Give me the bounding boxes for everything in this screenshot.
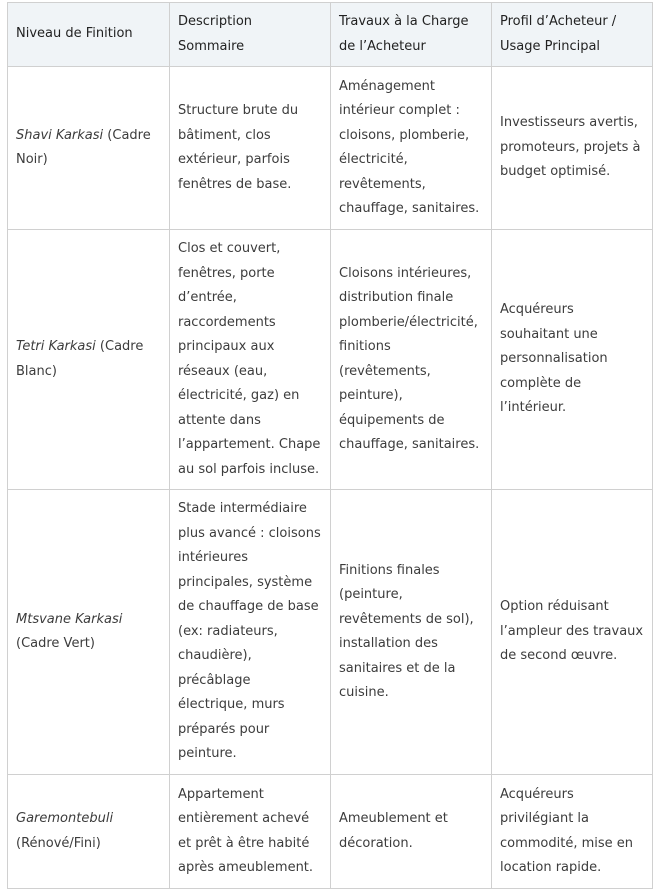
cell-level (8, 490, 170, 775)
cell-description: Appartement entièrement achevé et prêt à être habité après ameublement. (170, 775, 331, 889)
level-suffix: (Cadre Vert) (16, 636, 95, 651)
header-row (8, 3, 653, 67)
level-name: Garemontebuli (16, 811, 114, 826)
cell-description: Clos et couvert, fenêtres, porte d’entrée, raccordements principaux aux réseaux (eau, électricité, gaz) en attente dans l’appartement. Chape au sol parfois incluse. (170, 230, 331, 490)
header-buyer-profile: Profil d’Acheteur / Usage Principal (492, 3, 653, 67)
level-name: Tetri Karkasi (16, 339, 96, 354)
table-body (8, 67, 653, 889)
level-suffix: (Cadre Blanc) (16, 339, 144, 379)
cell-buyer-profile: Investisseurs avertis, promoteurs, projets à budget optimisé. (492, 67, 653, 230)
cell-level (8, 230, 170, 490)
table-row (8, 230, 653, 490)
cell-description: Stade intermédiaire plus avancé : cloisons intérieures principales, système de chauffage de base (ex: radiateurs, chaudière), précâblage électrique, murs préparés pour peinture. (170, 490, 331, 775)
table-row (8, 490, 653, 775)
cell-buyer-works: Finitions finales (peinture, revêtements de sol), installation des sanitaires et de la cuisine. (331, 490, 492, 775)
cell-level (8, 67, 170, 230)
header-level: Niveau de Finition (8, 3, 170, 67)
level-name: Mtsvane Karkasi (16, 611, 123, 627)
cell-description: Structure brute du bâtiment, clos extérieur, parfois fenêtres de base. (170, 67, 331, 230)
level-suffix: (Cadre Noir) (16, 127, 151, 167)
table-row (8, 67, 653, 230)
cell-buyer-works: Ameublement et décoration. (331, 775, 492, 889)
table-row (8, 775, 653, 889)
finish-levels-table (7, 2, 653, 889)
header-description: Description Sommaire (170, 3, 331, 67)
level-suffix: (Rénové/Fini) (16, 835, 101, 851)
header-buyer-works: Travaux à la Charge de l’Acheteur (331, 3, 492, 67)
level-name: Shavi Karkasi (16, 127, 104, 143)
cell-buyer-profile: Acquéreurs privilégiant la commodité, mise en location rapide. (492, 775, 653, 889)
cell-level (8, 775, 170, 889)
cell-buyer-profile: Acquéreurs souhaitant une personnalisation complète de l’intérieur. (492, 230, 653, 490)
table-header (8, 3, 653, 67)
cell-buyer-works: Cloisons intérieures, distribution finale plomberie/électricité, finitions (revêtements, peinture), équipements de chauffage, sanitaires. (331, 230, 492, 490)
cell-buyer-works: Aménagement intérieur complet : cloisons, plomberie, électricité, revêtements, chauffage, sanitaires. (331, 67, 492, 230)
cell-buyer-profile: Option réduisant l’ampleur des travaux de second œuvre. (492, 490, 653, 775)
